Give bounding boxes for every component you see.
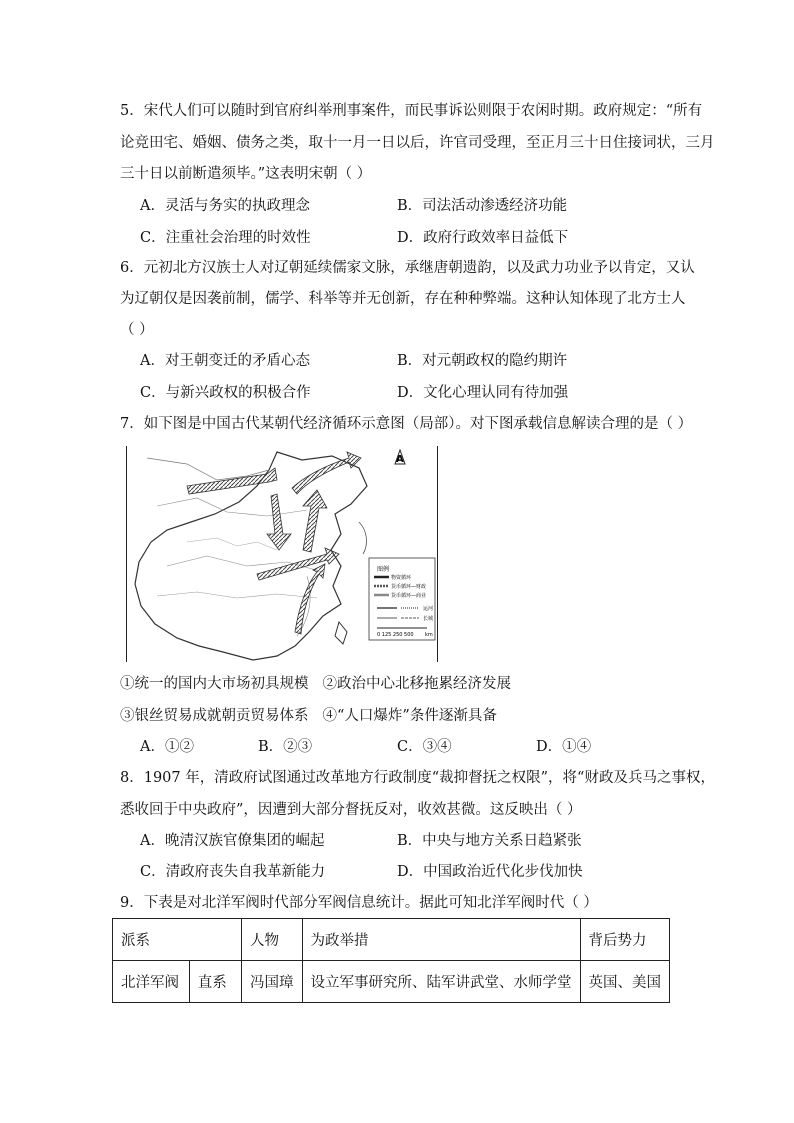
map-drawing: [127, 446, 437, 662]
q8-option-c: C．清政府丧失自我革新能力: [140, 864, 326, 880]
q6-option-a: A．对王朝变迁的矛盾心态: [140, 353, 310, 369]
q7-statement-2: ②政治中心北移拖累经济发展: [322, 676, 511, 692]
q6-line-1: 6．元初北方汉族士人对辽朝延续儒家文脉，承继唐朝遗韵，以及武力功业予以肯定，又认: [120, 260, 695, 276]
q8-option-a: A．晚清汉族官僚集团的崛起: [140, 833, 325, 849]
table-header-person: 人物: [242, 919, 303, 961]
q8-option-d: D．中国政治近代化步伐加快: [397, 864, 583, 880]
table-header-row: [113, 919, 670, 961]
legend-canal: 运河: [423, 606, 434, 612]
q8-option-b: B．中央与地方关系日趋紧张: [397, 833, 582, 849]
q5-option-c: C．注重社会治理的时效性: [140, 230, 311, 246]
legend-item-3: 货币循环—商业: [391, 593, 427, 599]
table-header-faction: 派系: [113, 919, 242, 961]
q5-line-2: 论竞田宅、婚姻、债务之类，取十一月一日以后，许官司受理，至正月三十日住接词状，三月: [120, 135, 715, 151]
table-row: [113, 961, 670, 1003]
table-cell-subfaction: 直系: [189, 961, 241, 1003]
economic-cycle-map: [126, 446, 438, 662]
q7-statement-3-4: [120, 706, 497, 726]
q7-option-b: B．②③: [258, 739, 313, 755]
scale-unit: km: [425, 632, 433, 638]
q5-line-3: 三十日以前断遣须毕。”这表明宋朝（ ）: [120, 166, 372, 182]
q8-line-2: 悉收回于中央政府”，因遭到大部分督抚反对，收效甚微。这反映出（ ）: [120, 802, 582, 818]
q6-option-b: B．对元朝政权的隐约期许: [397, 353, 568, 369]
q5-line-1: 5．宋代人们可以随时到官府纠举刑事案件，而民事诉讼则限于农闲时期。政府规定：“所有: [120, 103, 703, 119]
q7-statement-3: ③银丝贸易成就朝贡贸易体系: [120, 708, 309, 724]
q7-stem: 7．如下图是中国古代某朝代经济循环示意图（局部）。对下图承载信息解读合理的是（ ）: [120, 416, 693, 432]
q6-option-d: D．文化心理认同有待加强: [397, 385, 569, 401]
q5-option-d: D．政府行政效率日益低下: [397, 230, 569, 246]
table-header-measures: 为政举措: [302, 919, 580, 961]
q7-option-a: A．①②: [140, 739, 194, 755]
q7-option-c: C．③④: [397, 739, 452, 755]
table-cell-backing: 英国、美国: [580, 961, 670, 1003]
table-header-backing: 背后势力: [580, 919, 670, 961]
scale-bar-label: 0 125 250 500: [377, 632, 414, 638]
q6-line-2: 为辽朝仅是因袭前制，儒学、科举等并无创新，存在种种弊端。这种认知体现了北方士人: [120, 291, 686, 307]
legend-item-2: 货币循环—财政: [391, 584, 427, 590]
q6-line-3: （ ）: [120, 322, 154, 338]
q5-option-b: B．司法活动渗透经济功能: [397, 198, 568, 214]
q6-option-c: C．与新兴政权的积极合作: [140, 385, 311, 401]
q5-option-a: A．灵活与务实的执政理念: [140, 198, 310, 214]
q7-option-d: D．①④: [536, 739, 592, 755]
warlord-table: [112, 918, 670, 1003]
q7-statement-4: ④“人口爆炸”条件逐渐具备: [322, 708, 497, 724]
legend-item-1: 物资循环: [391, 575, 412, 581]
q8-line-1: 8．1907 年，清政府试图通过改革地方行政制度“裁抑督抚之权限”，将“财政及兵马之事权，: [120, 770, 715, 786]
table-cell-measures: 设立军事研究所、陆军讲武堂、水师学堂: [302, 961, 580, 1003]
q9-stem: 9．下表是对北洋军阀时代部分军阀信息统计。据此可知北洋军阀时代（ ）: [120, 895, 598, 911]
table-cell-person: 冯国璋: [242, 961, 303, 1003]
q7-statement-1: ①统一的国内大市场初具规模: [120, 676, 309, 692]
legend-great-wall: 长城: [423, 616, 434, 622]
north-arrow-label: A: [396, 454, 404, 465]
table-cell-faction: 北洋军阀: [113, 961, 190, 1003]
legend-title: 图例: [377, 566, 390, 573]
q7-statement-1-2: [120, 674, 511, 694]
